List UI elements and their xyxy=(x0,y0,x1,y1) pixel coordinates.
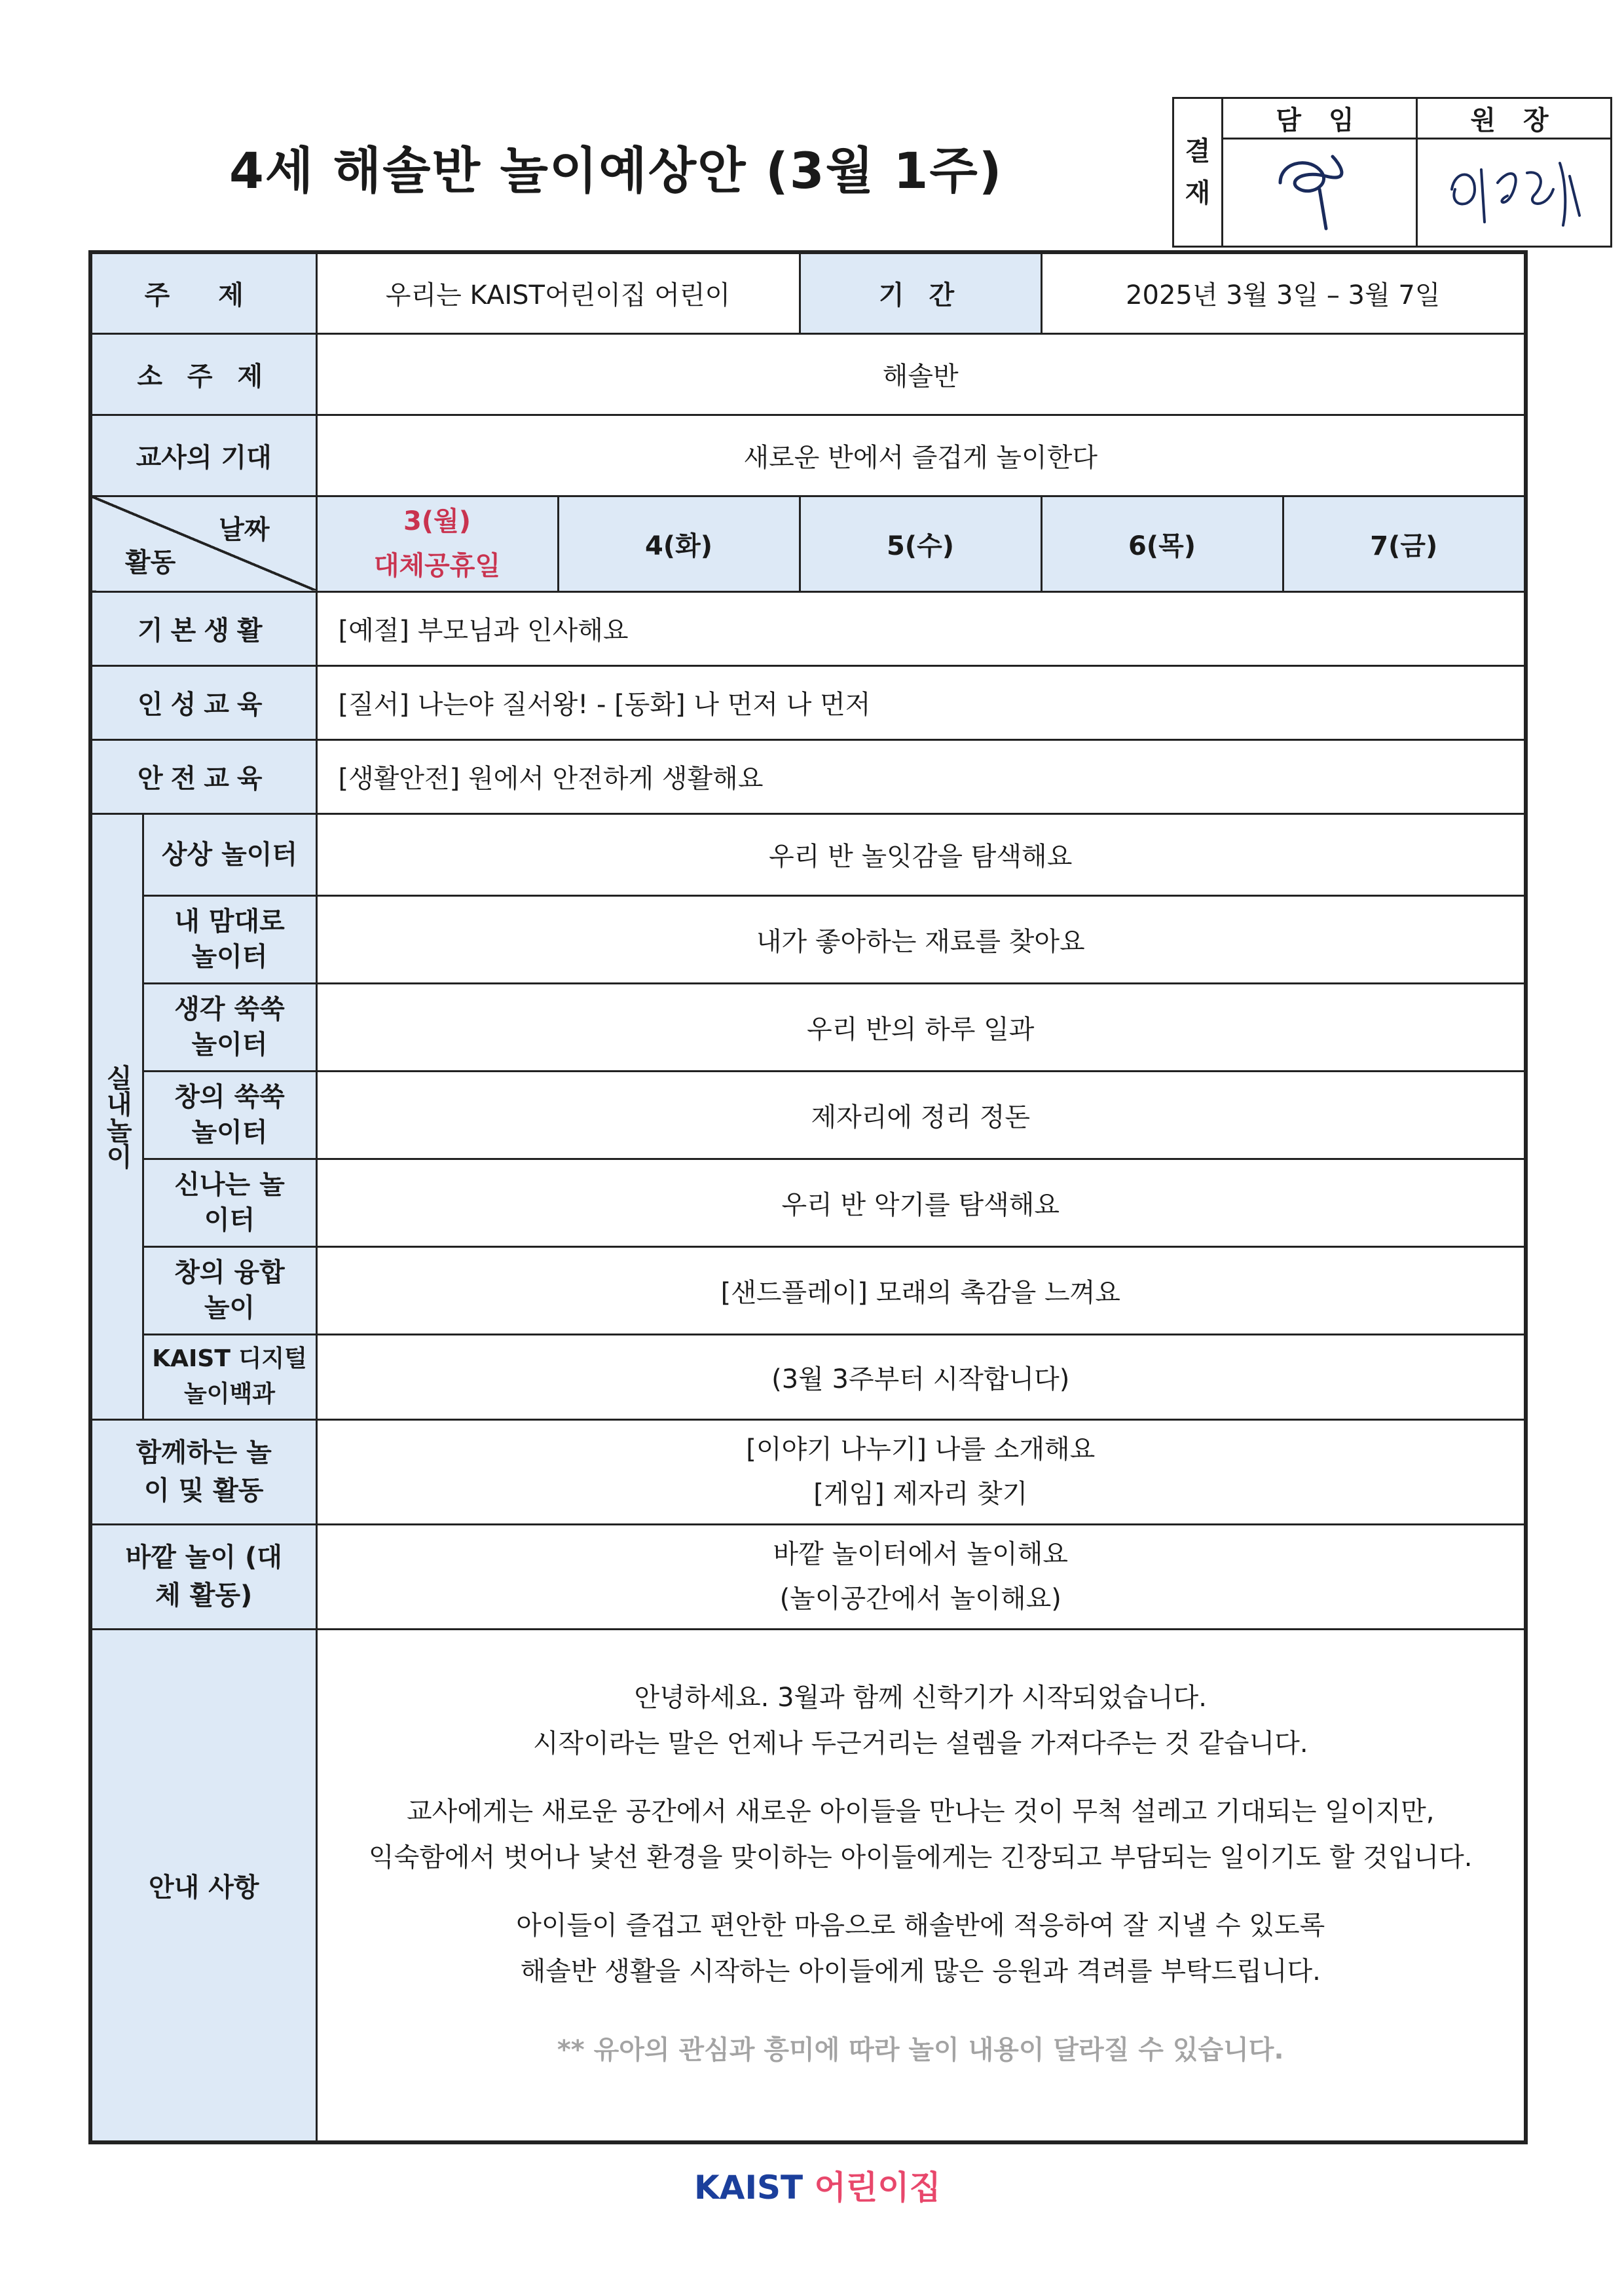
teacher-signature xyxy=(1223,139,1417,247)
day-mon-note: 대체공휴일 xyxy=(373,551,501,581)
plan-table xyxy=(88,250,1528,2144)
approval-teacher-header: 담 임 xyxy=(1223,98,1417,139)
indoor-item-value: 우리 반 악기를 탐색해요 xyxy=(316,1159,1526,1246)
topic-value: 우리는 KAIST어린이집 어린이 xyxy=(316,252,800,333)
director-signature xyxy=(1417,139,1612,247)
expectation-label: 교사의 기대 xyxy=(90,415,316,496)
indoor-item-name xyxy=(143,1246,316,1334)
indoor-item-name-text: KAIST 디지털 놀이백과 xyxy=(152,1345,307,1408)
together-line2: [게임] 제자리 찾기 xyxy=(813,1479,1028,1509)
basic-life-value: [예절] 부모님과 인사해요 xyxy=(316,591,1526,665)
outdoor-line2: (놀이공간에서 놀이해요) xyxy=(779,1584,1061,1614)
period-label: 기 간 xyxy=(800,252,1041,333)
director-signature-icon xyxy=(1435,143,1593,235)
together-line1: [이야기 나누기] 나를 소개해요 xyxy=(746,1434,1096,1465)
date-header-label: 날짜 xyxy=(219,514,270,545)
together-label-text: 함께하는 놀이 및 활동 xyxy=(136,1438,272,1506)
indoor-item-name-text: 창의 융합 놀이 xyxy=(174,1258,285,1323)
notice-line: 시작이라는 말은 언제나 두근거리는 설렘을 가져다주는 것 같습니다. xyxy=(532,1728,1308,1759)
indoor-item-name xyxy=(143,1159,316,1246)
approval-box xyxy=(1172,97,1612,248)
indoor-item-value: (3월 3주부터 시작합니다) xyxy=(316,1334,1526,1419)
subtopic-value: 해솔반 xyxy=(316,333,1526,415)
basic-life-label: 기본생활 xyxy=(90,591,316,665)
indoor-item-name-text: 내 맘대로 놀이터 xyxy=(174,906,285,972)
notice-content xyxy=(316,1629,1526,2142)
indoor-item-name: 상상 놀이터 xyxy=(143,813,316,895)
character-edu-value: [질서] 나는야 질서왕! - [동화] 나 먼저 나 먼저 xyxy=(316,665,1526,739)
indoor-item-name xyxy=(143,1334,316,1419)
day-tue: 4(화) xyxy=(558,496,800,591)
indoor-item-name xyxy=(143,983,316,1071)
expectation-value: 새로운 반에서 즐겁게 놀이한다 xyxy=(316,415,1526,496)
indoor-item-name xyxy=(143,895,316,983)
outdoor-line1: 바깥 놀이터에서 놀이해요 xyxy=(773,1539,1068,1569)
notice-label: 안내 사항 xyxy=(90,1629,316,2142)
indoor-item-name-text: 생각 쑥쑥 놀이터 xyxy=(174,994,285,1060)
safety-edu-label: 안전교육 xyxy=(90,739,316,813)
together-value xyxy=(316,1419,1526,1524)
day-mon xyxy=(316,496,558,591)
notice-line: 안녕하세요. 3월과 함께 신학기가 시작되었습니다. xyxy=(634,1683,1208,1713)
outdoor-label xyxy=(90,1524,316,1629)
logo-text-daycare: 어린이집 xyxy=(814,2169,941,2207)
safety-edu-value: [생활안전] 원에서 안전하게 생활해요 xyxy=(316,739,1526,813)
indoor-item-name-text: 신나는 놀이터 xyxy=(174,1170,285,1235)
day-fri: 7(금) xyxy=(1283,496,1526,591)
indoor-item-name-text: 창의 쑥쑥 놀이터 xyxy=(174,1082,285,1148)
day-mon-date: 3(월) xyxy=(403,506,471,536)
indoor-play-label xyxy=(90,813,143,1419)
period-value: 2025년 3월 3일 – 3월 7일 xyxy=(1041,252,1526,333)
day-wed: 5(수) xyxy=(800,496,1041,591)
topic-label: 주 제 xyxy=(90,252,316,333)
teacher-signature-icon xyxy=(1254,143,1385,235)
notice-line: 아이들이 즐겁고 편안한 마음으로 해솔반에 적응하여 잘 지낼 수 있도록 xyxy=(516,1911,1325,1941)
character-edu-label: 인성교육 xyxy=(90,665,316,739)
activity-header-label: 활동 xyxy=(125,547,176,578)
page-title: 4세 해솔반 놀이예상안 (3월 1주) xyxy=(229,141,1003,200)
indoor-item-value: 제자리에 정리 정돈 xyxy=(316,1071,1526,1159)
indoor-item-value: [샌드플레이] 모래의 촉감을 느껴요 xyxy=(316,1246,1526,1334)
logo-text-kaist: KAIST xyxy=(694,2169,803,2207)
indoor-item-value: 내가 좋아하는 재료를 찾아요 xyxy=(316,895,1526,983)
date-activity-header xyxy=(90,496,316,591)
indoor-item-value: 우리 반 놀잇감을 탐색해요 xyxy=(316,813,1526,895)
kaist-logo xyxy=(694,2161,941,2209)
together-label xyxy=(90,1419,316,1524)
outdoor-value xyxy=(316,1524,1526,1629)
approval-director-header: 원 장 xyxy=(1417,98,1612,139)
indoor-item-name xyxy=(143,1071,316,1159)
notice-line: 익숙함에서 벗어나 낯선 환경을 맞이하는 아이들에게는 긴장되고 부담되는 일이기도 할 것입니다. xyxy=(369,1842,1473,1873)
notice-line: 교사에게는 새로운 공간에서 새로운 아이들을 만나는 것이 무척 설레고 기대되는 일이지만, xyxy=(406,1797,1435,1827)
subtopic-label: 소 주 제 xyxy=(90,333,316,415)
indoor-play-vertical-text: 실내놀이 xyxy=(101,1064,132,1169)
indoor-item-value: 우리 반의 하루 일과 xyxy=(316,983,1526,1071)
day-thu: 6(목) xyxy=(1041,496,1283,591)
notice-line: 해솔반 생활을 시작하는 아이들에게 많은 응원과 격려를 부탁드립니다. xyxy=(520,1956,1321,1987)
approval-side-label: 결재 xyxy=(1173,98,1223,247)
notice-footnote: ** 유아의 관심과 흥미에 따라 놀이 내용이 달라질 수 있습니다. xyxy=(557,2035,1284,2066)
outdoor-label-text: 바깥 놀이 (대체 활동) xyxy=(125,1542,282,1611)
